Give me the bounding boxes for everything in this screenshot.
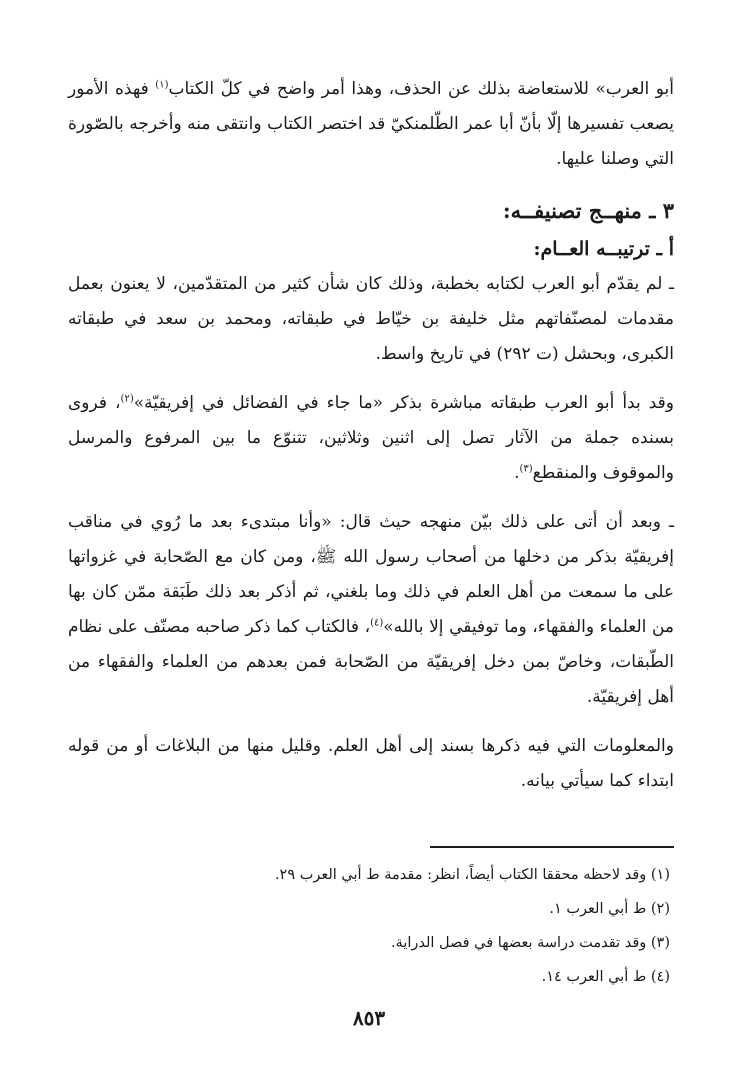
footnotes bbox=[68, 858, 670, 994]
subsection-heading: أ ـ ترتيبــه العــام: bbox=[533, 238, 674, 260]
footnote-item: (١) وقد لاحظه محققا الكتاب أيضاً، انظر: مقدمة ط أبي العرب ٢٩. bbox=[274, 867, 670, 883]
paragraph-method bbox=[68, 505, 674, 715]
section-heading: ٣ ـ منهــج تصنيفــه: bbox=[502, 198, 674, 223]
paragraph-text: ـ وبعد أن أتى على ذلك بيّن منهجه حيث قال: «وأنا مبتدىء بعد ما رُوي في مناقب إفريقيّة بذكر من دخلها من أصحاب رسول الله ﷺ، ومن كان مع الصّحابة في غزواتها على ما سمعت من أهل العلم في ذلك وما بلغني، ثم أذكر بعد ذلك طَبَقة ممّن كان بها من العلماء والفقهاء، وما توفيقي إلا بالله» bbox=[68, 512, 674, 637]
footnote-ref-3[interactable]: (٣) bbox=[519, 463, 533, 475]
paragraph-text: وقد بدأ أبو العرب طبقاته مباشرة بذكر «ما جاء في الفضائل في إفريقيّة» bbox=[133, 393, 674, 413]
paragraph-text: فهذه الأمور يصعب تفسيرها إلّا بأنّ أبا عمر الطّلمنكيّ قد اختصر الكتاب وانتقى منه وأخرجه بالصّورة التي وصلنا عليها. bbox=[68, 79, 674, 169]
footnote-item: (٣) وقد تقدمت دراسة بعضها في فصل الدراية. bbox=[390, 935, 670, 951]
paragraph-text: . bbox=[514, 463, 520, 483]
paragraph-beginning bbox=[68, 386, 674, 491]
footnote-item: (٤) ط أبي العرب ١٤. bbox=[541, 969, 670, 985]
paragraph-information: والمعلومات التي فيه ذكرها بسند إلى أهل العلم. وقليل منها من البلاغات أو من قوله ابتداء كما سيأتي بيانه. bbox=[68, 736, 674, 791]
footnote-item: (٢) ط أبي العرب ١. bbox=[549, 901, 670, 917]
paragraph-intro-continuation bbox=[68, 72, 674, 177]
paragraph-text: ، فالكتاب كما ذكر صاحبه مصنّف على نظام الطّبقات، وخاصّ بمن دخل إفريقيّة من الصّحابة فمن بعدهم من العلماء والفقهاء من أهل إفريقيّة. bbox=[68, 617, 674, 707]
paragraph-text: أبو العرب» للاستعاضة بذلك عن الحذف، وهذا أمر واضح في كلّ الكتاب bbox=[168, 79, 674, 99]
footnote-divider bbox=[430, 846, 674, 848]
main-text bbox=[68, 72, 674, 807]
footnote-ref-4[interactable]: (٤) bbox=[370, 617, 384, 629]
footnote-ref-2[interactable]: (٢) bbox=[120, 393, 134, 405]
paragraph-no-preface: ـ لم يقدّم أبو العرب لكتابه بخطبة، وذلك كان شأن كثير من المتقدّمين، لا يعنون بعمل مقدمات لمصنّفاتهم مثل خليفة بن خيّاط في طبقاته، ومحمد بن سعد في طبقاته الكبرى، وبحشل (ت ٢٩٢) في تاريخ واسط. bbox=[68, 274, 674, 364]
page-number: ٨٥٣ bbox=[352, 1006, 386, 1030]
footnote-ref-1[interactable]: (١) bbox=[155, 79, 169, 91]
paragraph-text: ، فروى بسنده جملة من الآثار تصل إلى اثنين وثلاثين، تتنوّع ما بين المرفوع والمرسل والموقوف والمنقطع bbox=[68, 393, 674, 483]
